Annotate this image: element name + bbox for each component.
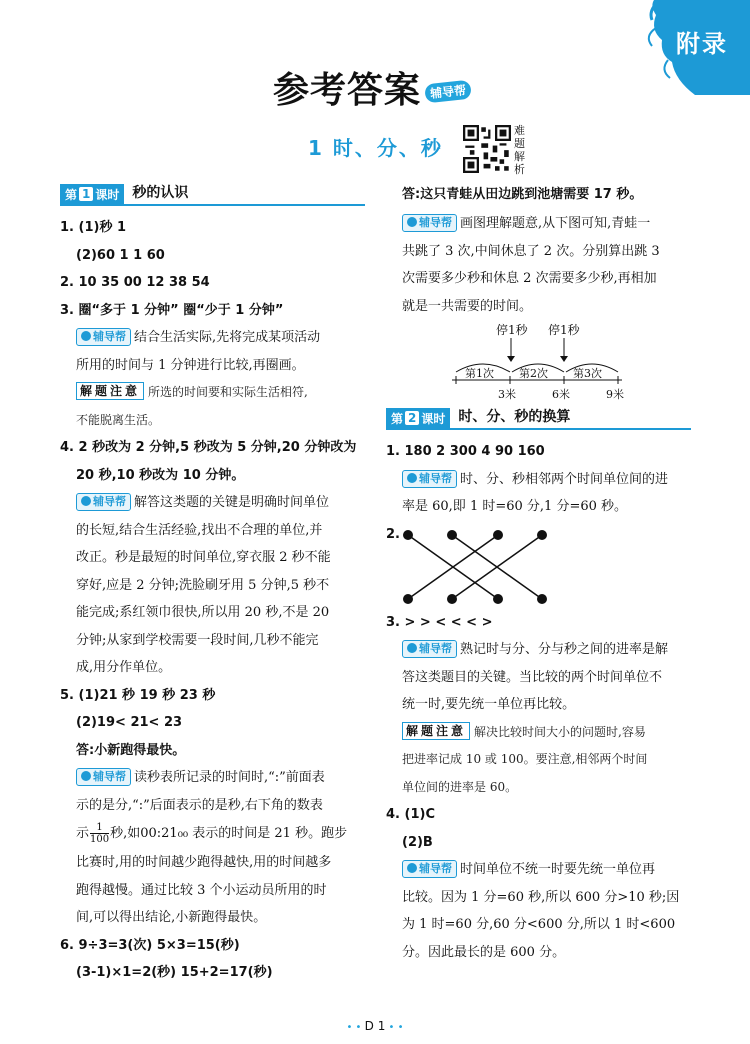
answer-line: 5. (1)21 秒 19 秒 23 秒 [60, 687, 216, 703]
helper-badge: 辅导帮 [76, 328, 131, 346]
lesson-1-header [60, 184, 365, 206]
note-line: 改正。秒是最短的时间单位,穿衣服 2 秒不能 [76, 550, 331, 565]
note-line: 单位间的进率是 60。 [402, 779, 518, 794]
helper-note: 辅导帮 读秒表所记录的时间时,“:”前面表 [60, 764, 365, 792]
caution-badge: 解题注意 [76, 382, 144, 400]
note-line: 分。因此最长的是 600 分。 [402, 944, 566, 960]
lesson-tag: 第 1 课时 [60, 184, 124, 204]
answer-line: (3-1)×1=2(秒) 15+2=17(秒) [76, 965, 273, 980]
jump-label: 第1次 [465, 367, 494, 380]
helper-note: 辅导帮 时、分、秒相邻两个时间单位间的进 [386, 466, 691, 494]
appendix-label: 附录 [676, 30, 728, 58]
helper-badge: 辅导帮 [402, 214, 457, 232]
note-line: 就是一共需要的时间。 [402, 298, 533, 314]
lesson-2-header [386, 408, 691, 430]
helper-badge: 辅导帮 [76, 768, 131, 786]
frog-jump-diagram [386, 320, 691, 406]
helper-badge: 辅导帮 [402, 470, 457, 488]
lesson-tag: 第 2 课时 [386, 408, 450, 428]
caution-note: 解题注意 所选的时间要和实际生活相符, [60, 379, 365, 407]
answer-line: (2)60 1 1 60 [76, 247, 165, 263]
qr-code-icon[interactable] [463, 125, 511, 173]
helper-note: 辅导帮 画图理解题意,从下图可知,青蛙一 [386, 210, 691, 238]
answer-line: (2)B [402, 834, 433, 850]
qr-label: 难题解析 [514, 124, 525, 176]
note-line: 统一时,要先统一单位再比较。 [402, 697, 576, 712]
note-line: 比赛时,用的时间越少跑得越快,用的时间越多 [76, 855, 332, 870]
answer-line: 1. 180 2 300 4 90 160 [386, 444, 545, 459]
note-line: 共跳了 3 次,中间休息了 2 次。分别算出跳 3 [402, 243, 660, 259]
note-line: 跑得越慢。通过比较 3 个小运动员所用的时 [76, 882, 327, 898]
note-line: 所用的时间与 1 分钟进行比较,再圈画。 [76, 357, 305, 373]
note-line: 示 $\frac{1}{100}$ 秒,如00:21₀₀ 表示的时间是 21 秒。跑步 [76, 822, 348, 845]
answer-line: 4. (1)C [386, 807, 435, 822]
answer-line: 20 秒,10 秒改为 10 分钟。 [76, 467, 245, 483]
matching-lines-diagram [386, 521, 586, 605]
jump-label: 第3次 [573, 367, 602, 380]
note-line: 示的是分,“:”后面表示的是秒,右下角的数表 [76, 797, 323, 813]
note-line: 的长短,结合生活经验,找出不合理的单位,并 [76, 522, 323, 538]
note-line: 间,可以得出结论,小新跑得最快。 [76, 910, 267, 925]
stop-label: 停1秒 [548, 323, 580, 337]
answer-line: 3. > > < < < > [386, 614, 493, 630]
note-line: 次需要多少秒和休息 2 次需要多少秒,再相加 [402, 271, 657, 286]
answer-line: (2)19< 21< 23 [76, 715, 183, 730]
answer-line: 答:这只青蛙从田边跳到池塘需要 17 秒。 [402, 187, 643, 202]
lesson-name: 时、分、秒的换算 [458, 409, 571, 425]
fraction: $\frac{1}{100}$ [90, 822, 110, 845]
note-line: 穿好,应是 2 分钟;洗脸刷牙用 5 分钟,5 秒不 [76, 577, 330, 593]
answer-line: 1. (1)秒 1 [60, 220, 127, 235]
caution-note: 解题注意 解决比较时间大小的问题时,容易 [386, 719, 691, 747]
matching-answer [386, 521, 691, 605]
helper-badge: 辅导帮 [402, 860, 457, 878]
note-line: 为 1 时=60 分,60 分<600 分,所以 1 时<600 [402, 917, 676, 932]
answer-line: 2. 10 35 00 12 38 54 [60, 275, 210, 290]
page-number: • • D 1 • • [346, 1019, 404, 1033]
answer-line: 3. 圈“多于 1 分钟” 圈“少于 1 分钟” [60, 302, 284, 318]
distance-label: 3米 [498, 388, 516, 401]
left-column [60, 184, 365, 987]
answer-line: 答:小新跑得最快。 [76, 742, 186, 758]
unit-title: 1 时、分、秒 [308, 136, 443, 160]
right-column [386, 184, 691, 966]
note-line: 率是 60,即 1 时=60 分,1 分=60 秒。 [402, 499, 628, 514]
note-line: 分钟;从家到学校需要一段时间,几秒不能完 [76, 632, 319, 648]
note-line: 把进率记成 10 或 100。要注意,相邻两个时间 [402, 752, 648, 766]
page-title: 参考答案 [273, 70, 422, 111]
distance-label: 9米 [606, 388, 624, 401]
helper-note: 辅导帮 解答这类题的关键是明确时间单位 [60, 489, 365, 517]
caution-badge: 解题注意 [402, 722, 470, 740]
helper-badge: 辅导帮 [76, 493, 131, 511]
jump-label: 第2次 [519, 367, 548, 380]
helper-note: 辅导帮 时间单位不统一时要先统一单位再 [386, 856, 691, 884]
note-line: 不能脱离生活。 [76, 412, 161, 427]
lesson-name: 秒的认识 [132, 185, 189, 201]
helper-note: 辅导帮 结合生活实际,先将完成某项活动 [60, 324, 365, 352]
title-badge: 辅导帮 [424, 80, 472, 104]
helper-badge: 辅导帮 [402, 640, 457, 658]
note-line: 能完成;系红领巾很快,所以用 20 秒,不是 20 [76, 605, 330, 620]
note-line: 比较。因为 1 分=60 秒,所以 600 分>10 秒;因 [402, 889, 680, 905]
helper-note: 辅导帮 熟记时与分、分与秒之间的进率是解 [386, 636, 691, 664]
note-line: 成,用分作单位。 [76, 660, 172, 675]
answer-line: 2. [386, 526, 400, 542]
stop-label: 停1秒 [496, 323, 528, 337]
note-line: 答这类题目的关键。当比较的两个时间单位不 [402, 669, 663, 685]
answer-line: 6. 9÷3=3(次) 5×3=15(秒) [60, 937, 240, 953]
answer-line: 4. 2 秒改为 2 分钟,5 秒改为 5 分钟,20 分钟改为 [60, 440, 357, 455]
distance-label: 6米 [552, 388, 570, 401]
